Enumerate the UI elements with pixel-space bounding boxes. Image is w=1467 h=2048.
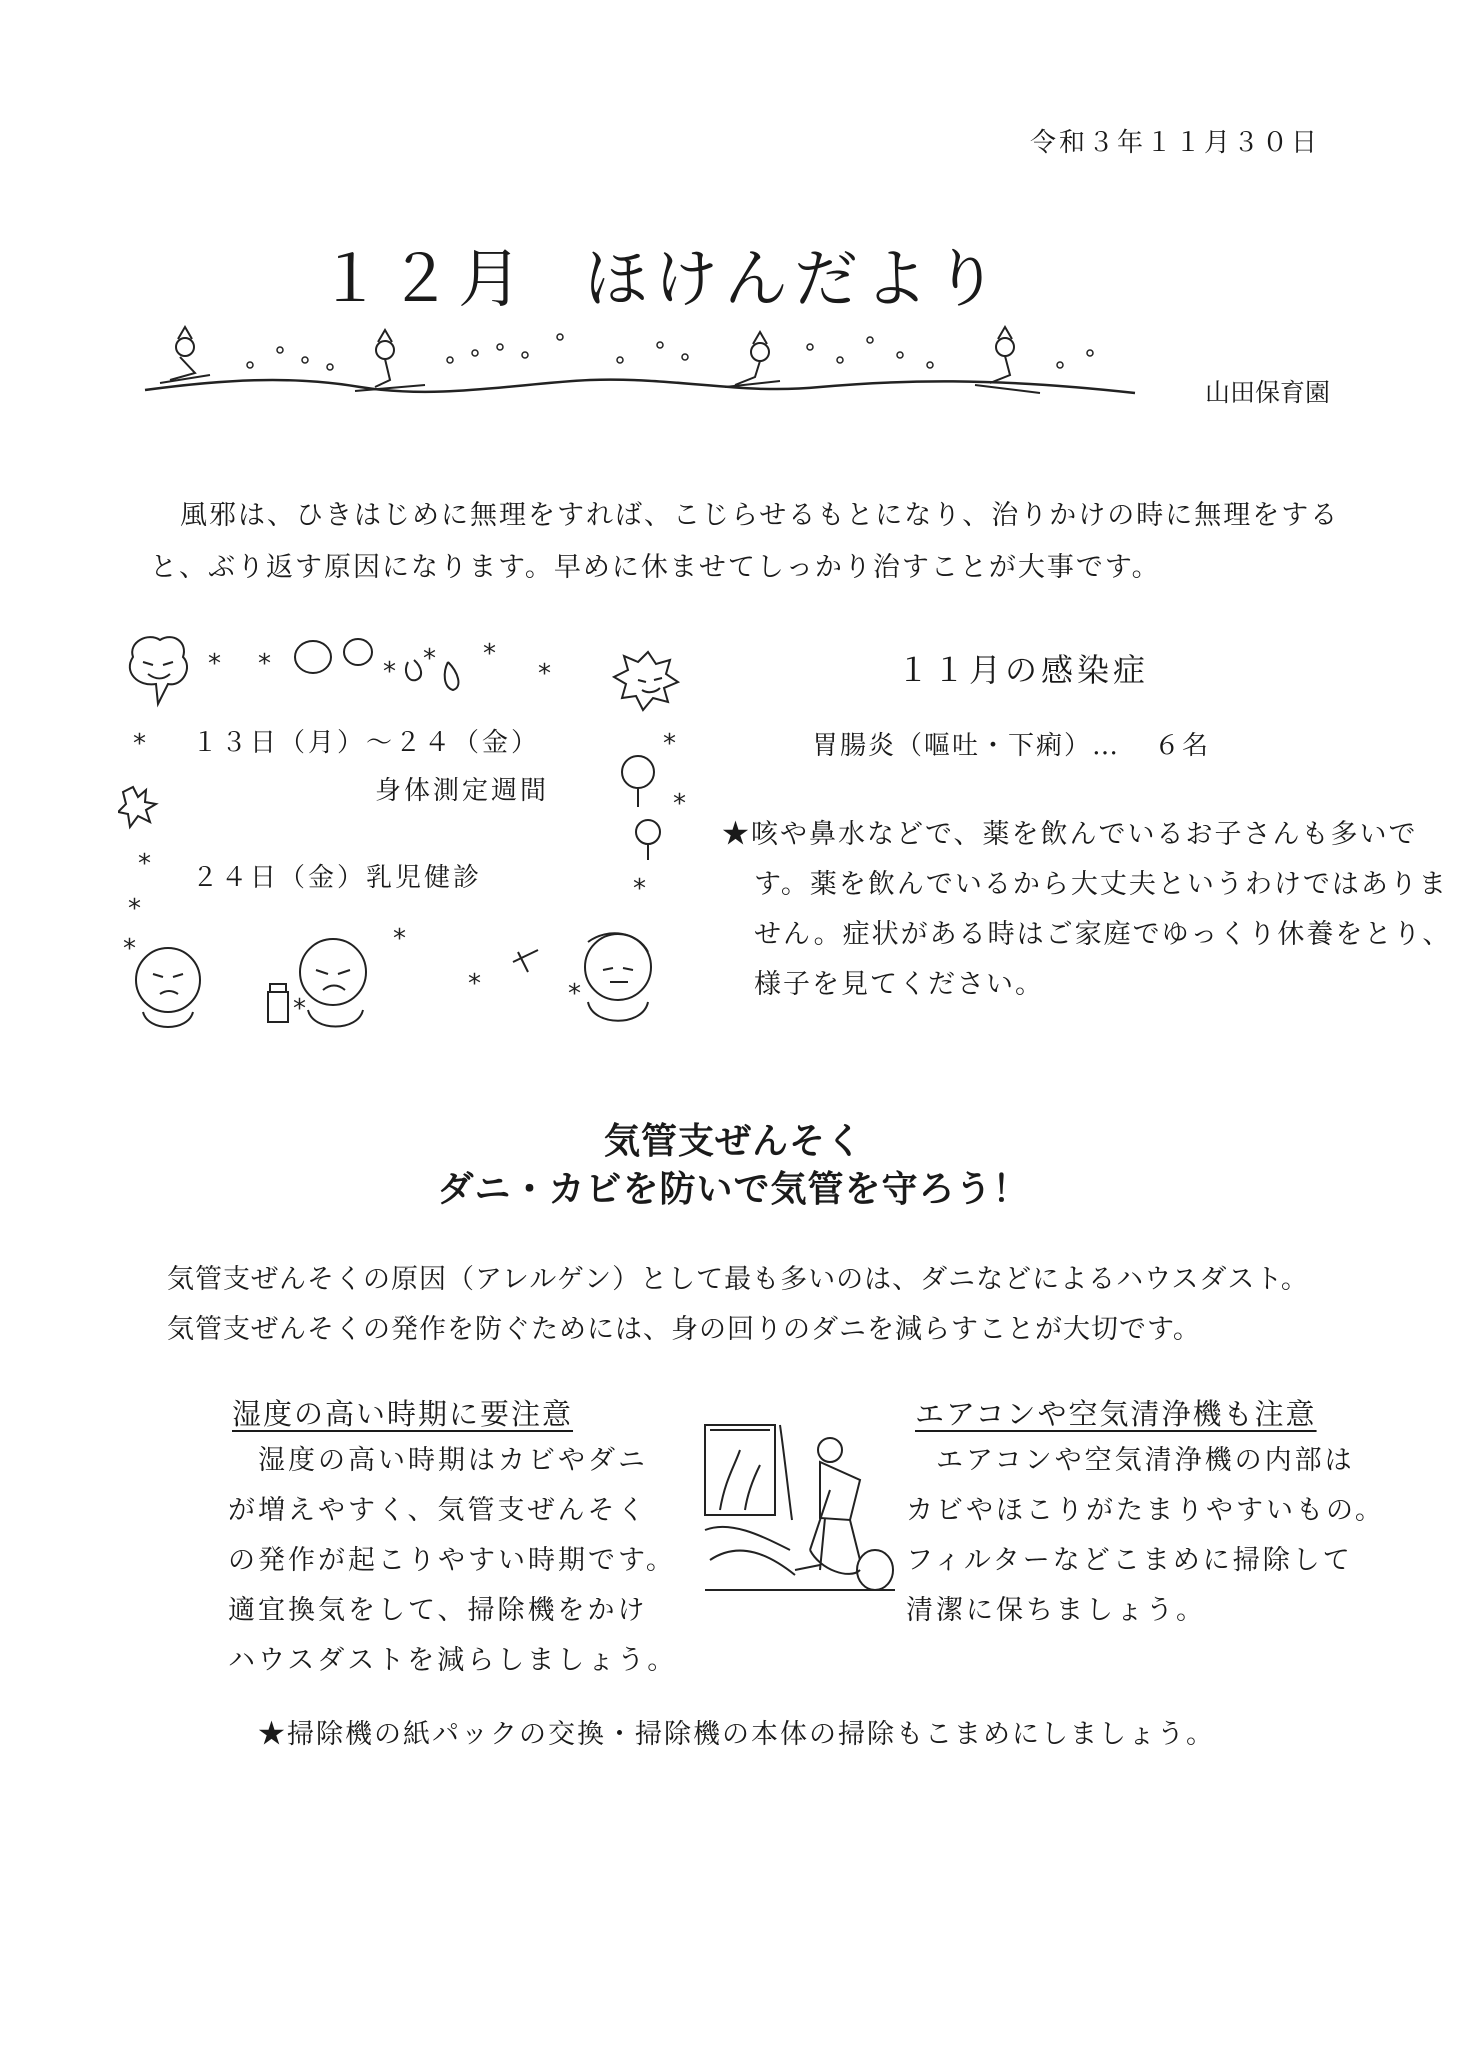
svg-text:*: * <box>468 969 481 999</box>
schedule-item-1-event: 身体測定週間 <box>375 776 550 806</box>
asthma-heading-line-2: ダニ・カビを防いで気管を守ろう！ <box>437 1169 1030 1210</box>
asthma-line-1: 気管支ぜんそくの原因（アレルゲン）として最も多いのは、ダニなどによるハウスダスト。 <box>167 1264 1309 1295</box>
asthma-line-2: 気管支ぜんそくの発作を防ぐためには、身の回りのダニを減らすことが大切です。 <box>167 1314 1201 1345</box>
svg-text:*: * <box>568 979 581 1009</box>
humidity-text <box>228 1436 698 1686</box>
svg-text:*: * <box>423 644 436 674</box>
humidity-line: 適宜換気をして、掃除機をかけ <box>228 1595 648 1626</box>
infection-count: ６名 <box>1154 731 1211 761</box>
aircon-text <box>906 1436 1426 1636</box>
svg-text:*: * <box>633 874 646 904</box>
aircon-line: 清潔に保ちましょう。 <box>906 1595 1206 1626</box>
svg-text:*: * <box>383 657 396 687</box>
infection-name: 胃腸炎（嘔吐・下痢）… <box>812 731 1121 761</box>
svg-text:*: * <box>138 849 151 879</box>
infections-note: ★咳や鼻水などで、薬を飲んでいるお子さんも多いです。薬を飲んでいるから大丈夫というわけではありません。症状がある時はご家庭でゆっくり休養をとり、様子を見てください。 <box>722 819 1452 1000</box>
schedule-item-2: ２４日（金）乳児健診 <box>192 863 483 893</box>
title-month: １２月 <box>318 243 528 317</box>
footer-note: ★掃除機の紙パックの交換・掃除機の本体の掃除もこまめにしましょう。 <box>258 1719 1215 1750</box>
vacuum-cleaning-illustration <box>700 1420 900 1610</box>
svg-text:*: * <box>393 924 406 954</box>
newsletter-title <box>318 228 1004 320</box>
germs-and-sick-children-frame <box>118 632 708 1052</box>
svg-text:*: * <box>538 659 551 689</box>
asthma-heading-line-1: 気管支ぜんそく <box>603 1121 863 1162</box>
svg-text:*: * <box>293 994 306 1024</box>
intro-line-2: と、ぶり返す原因になります。早めに休ませてしっかり治すことが大事です。 <box>150 552 1161 583</box>
aircon-line: フィルターなどこまめに掃除して <box>906 1545 1353 1576</box>
schedule-item-1-date: １３日（月）～２４（金） <box>192 728 541 758</box>
asthma-heading <box>0 1118 1467 1214</box>
svg-text:*: * <box>483 639 496 669</box>
aircon-line: エアコンや空気清浄機の内部は <box>906 1445 1355 1476</box>
organization-name: 山田保育園 <box>1205 378 1331 407</box>
humidity-line: ハウスダストを減らしましょう。 <box>228 1645 678 1676</box>
issue-date: 令和３年１１月３０日 <box>1030 128 1321 158</box>
aircon-title: エアコンや空気清浄機も注意 <box>915 1397 1317 1431</box>
svg-text:*: * <box>663 729 676 759</box>
intro-paragraph <box>150 490 1380 594</box>
infection-item <box>812 725 1210 762</box>
skiing-children-illustration <box>140 325 1140 405</box>
intro-line-1: 風邪は、ひきはじめに無理をすれば、こじらせるもとになり、治りかけの時に無理をする <box>180 500 1340 531</box>
svg-text:*: * <box>258 649 271 679</box>
humidity-line: 湿度の高い時期はカビやダニ <box>228 1445 648 1476</box>
humidity-line: が増えやすく、気管支ぜんそく <box>228 1495 648 1526</box>
title-main: ほけんだより <box>584 243 1004 317</box>
aircon-line: カビやほこりがたまりやすいもの。 <box>906 1495 1385 1526</box>
svg-text:*: * <box>128 894 141 924</box>
svg-text:*: * <box>208 649 221 679</box>
svg-text:*: * <box>673 789 686 819</box>
humidity-line: の発作が起こりやすい時期です。 <box>228 1545 676 1576</box>
svg-text:*: * <box>133 729 146 759</box>
infections-title: １１月の感染症 <box>897 651 1150 689</box>
svg-text:*: * <box>123 934 136 964</box>
humidity-title: 湿度の高い時期に要注意 <box>232 1397 574 1431</box>
asthma-paragraph <box>167 1255 1417 1355</box>
